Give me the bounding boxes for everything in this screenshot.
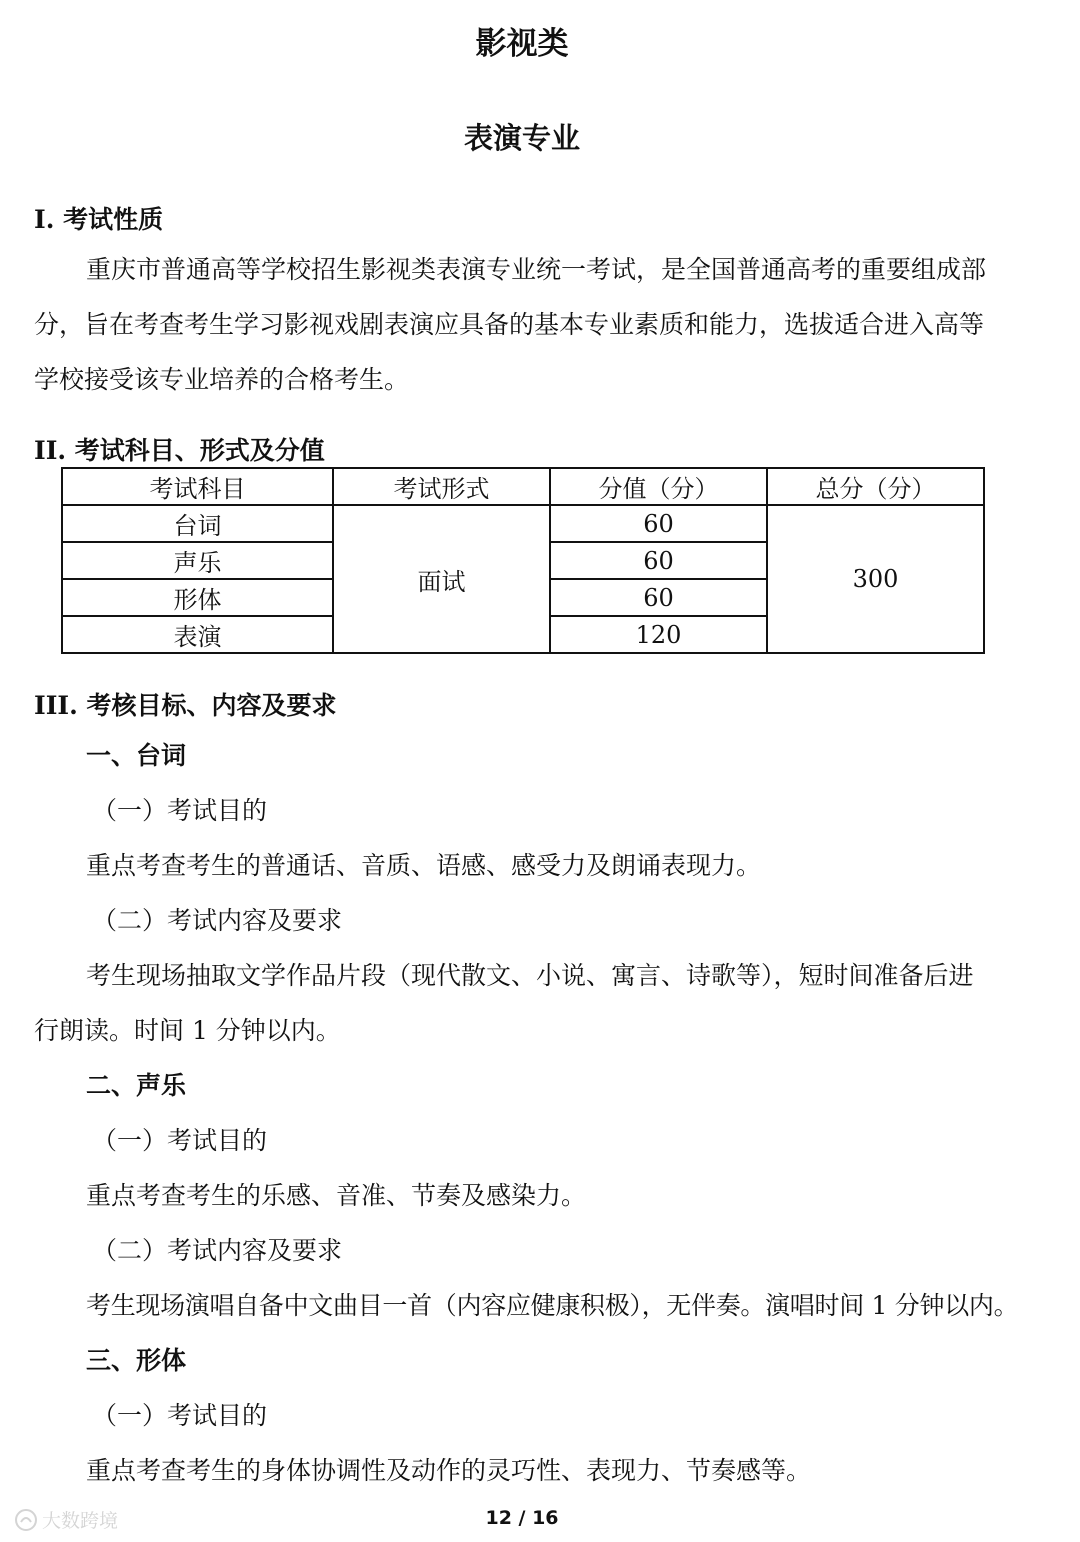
table-header-cell: 考试科目 bbox=[62, 468, 333, 505]
table-row bbox=[62, 505, 984, 542]
table-header-cell: 考试形式 bbox=[333, 468, 550, 505]
purpose-text: 重点考查考生的身体协调性及动作的灵巧性、表现力、节奏感等。 bbox=[86, 1456, 812, 1485]
paragraph-line: 学校接受该专业培养的合格考生。 bbox=[34, 365, 410, 394]
table-header-row bbox=[62, 468, 984, 505]
score-cell: 60 bbox=[550, 542, 767, 579]
subsection-purpose-title: （一）考试目的 bbox=[92, 796, 268, 825]
subject-cell: 形体 bbox=[62, 579, 333, 616]
paragraph-line: 重庆市普通高等学校招生影视类表演专业统一考试，是全国普通高考的重要组成部 bbox=[86, 255, 987, 284]
form-cell: 面试 bbox=[333, 505, 550, 653]
paragraph-line: 行朗读。时间 1 分钟以内。 bbox=[34, 1016, 341, 1045]
paragraph-line: 分，旨在考查考生学习影视戏剧表演应具备的基本专业素质和能力，选拔适合进入高等 bbox=[34, 310, 985, 339]
section-title-subjects: II. 考试科目、形式及分值 bbox=[34, 436, 325, 465]
subsection-purpose-title: （一）考试目的 bbox=[92, 1401, 268, 1430]
purpose-text: 重点考查考生的普通话、音质、语感、感受力及朗诵表现力。 bbox=[86, 851, 762, 880]
paragraph-line: 考生现场抽取文学作品片段（现代散文、小说、寓言、诗歌等），短时间准备后进 bbox=[86, 961, 974, 990]
score-cell: 120 bbox=[550, 616, 767, 653]
content-text: 考生现场演唱自备中文曲目一首（内容应健康积极），无伴奏。演唱时间 1 分钟以内。 bbox=[86, 1291, 1019, 1320]
page-number: 12 / 16 bbox=[485, 1507, 559, 1529]
subject-cell: 声乐 bbox=[62, 542, 333, 579]
subsection-content-title: （二）考试内容及要求 bbox=[92, 1236, 343, 1265]
subsection-title-xingti: 三、形体 bbox=[86, 1346, 187, 1375]
subject-cell: 表演 bbox=[62, 616, 333, 653]
exam-subjects-table bbox=[61, 467, 985, 654]
page-subheading: 表演专业 bbox=[463, 121, 580, 155]
score-cell: 60 bbox=[550, 579, 767, 616]
total-cell: 300 bbox=[767, 505, 984, 653]
table-header-cell: 分值（分） bbox=[550, 468, 767, 505]
subsection-title-taici: 一、台词 bbox=[86, 741, 187, 770]
subject-cell: 台词 bbox=[62, 505, 333, 542]
section-title-exam-nature: I. 考试性质 bbox=[34, 205, 164, 234]
purpose-text: 重点考查考生的乐感、音准、节奏及感染力。 bbox=[86, 1181, 587, 1210]
subsection-title-shengyue: 二、声乐 bbox=[86, 1071, 187, 1100]
score-cell: 60 bbox=[550, 505, 767, 542]
subsection-purpose-title: （一）考试目的 bbox=[92, 1126, 268, 1155]
subsection-content-title: （二）考试内容及要求 bbox=[92, 906, 343, 935]
table-header-cell: 总分（分） bbox=[767, 468, 984, 505]
page-heading: 影视类 bbox=[475, 26, 569, 62]
watermark-text: 大数跨境 bbox=[42, 1510, 119, 1532]
section-title-requirements: III. 考核目标、内容及要求 bbox=[34, 691, 337, 720]
